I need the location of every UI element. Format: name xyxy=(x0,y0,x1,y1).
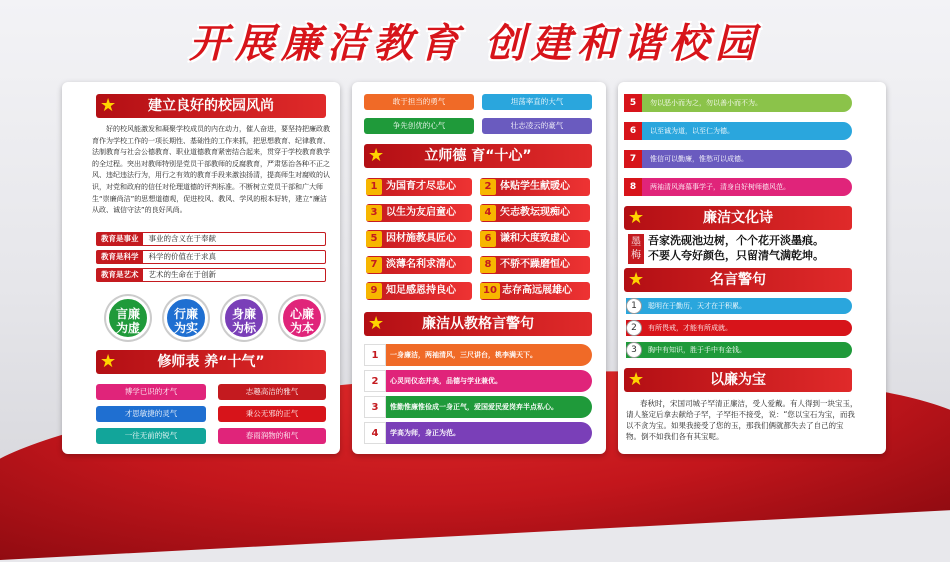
heart-item: 不骄不躁磨恒心 xyxy=(480,256,590,274)
star-icon: ★ xyxy=(368,313,385,334)
item-number: 1 xyxy=(366,179,382,195)
row-number: 5 xyxy=(624,94,642,112)
motto-row: 8 两袖清风海慕事学子，清身自好树师德风范。 xyxy=(624,178,852,196)
qi-pill: 博学已识的才气 xyxy=(96,384,206,400)
item-number: 2 xyxy=(480,179,496,195)
left-panel xyxy=(62,82,340,454)
qi-pill: 才思敏捷的灵气 xyxy=(96,406,206,422)
item-number: 9 xyxy=(366,283,382,299)
quote-number: 2 xyxy=(626,320,642,336)
section-title: 廉洁文化诗 xyxy=(703,210,773,226)
star-icon: ★ xyxy=(100,95,117,116)
heart-item: 以生为友启童心 xyxy=(366,204,472,222)
row-text: 科学的价值在于求真 xyxy=(148,252,216,261)
section-header-shixin xyxy=(364,144,592,168)
item-number: 7 xyxy=(366,257,382,273)
virtue-circle: 行廉 为实 xyxy=(164,296,208,340)
star-icon: ★ xyxy=(100,351,117,372)
top-pill: 壮志凌云的豪气 xyxy=(482,118,592,134)
virtue-circle: 身廉 为标 xyxy=(222,296,266,340)
section-header-poem xyxy=(624,206,852,230)
row-number: 8 xyxy=(624,178,642,196)
item-number: 6 xyxy=(480,231,496,247)
heart-item: 知足感恩持良心 xyxy=(366,282,472,300)
middle-panel xyxy=(352,82,606,454)
quote-number: 1 xyxy=(626,298,642,314)
row-number: 3 xyxy=(364,396,386,418)
section-title: 名言警句 xyxy=(710,272,766,288)
item-number: 5 xyxy=(366,231,382,247)
heart-item: 体贴学生献暖心 xyxy=(480,178,590,196)
qi-pill: 一往无前的锐气 xyxy=(96,428,206,444)
section-header-shiqi xyxy=(96,350,326,374)
star-icon: ★ xyxy=(628,369,645,390)
section-title: 廉洁从教格言警句 xyxy=(422,316,534,332)
row-text: 艺术的生命在于创新 xyxy=(148,270,216,279)
page-title: 开展廉洁教育 创建和谐校园 xyxy=(189,21,761,67)
poem-line-2: 不要人夸好颜色，只留清气满乾坤。 xyxy=(648,249,824,262)
section-title: 修师表 养“十气” xyxy=(157,354,265,370)
top-pill: 敢于担当的勇气 xyxy=(364,94,474,110)
row-number: 1 xyxy=(364,344,386,366)
quote-number: 3 xyxy=(626,342,642,358)
right-panel xyxy=(618,82,886,454)
quote-row: 1 聪明在于勤历，天才在于积累。 xyxy=(626,298,852,314)
heart-item: 为国育才尽忠心 xyxy=(366,178,472,196)
qi-pill: 志趣高洁的雅气 xyxy=(218,384,326,400)
motto-row: 1 一身廉洁，两袖清风，三尺讲台，桃李满天下。 xyxy=(364,344,592,366)
quote-row: 3 胸中有知识，胜于手中有金钱。 xyxy=(626,342,852,358)
intro-paragraph: 好的校风能激发和凝聚学校成员的内在动力，催人奋进，要坚持把廉政教育作为学校工作的一项长期性、基础性的工作来抓，把思想教育、纪律教育、法制教育与社会公德教育、职业道德教育紧密结合起来，贯穿于学校教育教学的全过程。突出对教师特别是党员干部教师的反腐教育，严肃惩治各种不正之风、违纪违法行为，用行之有效的教育手段来激浊扬清，提高师生对腐败的认识，对党和政府的信任对伦理道德的评判标准。不断树立党员干部和广大师生“崇廉尚洁”的思想道德观，促进校风、教风、学风的根本好转，建立“廉洁从政、诚信守法”的良好风尚。 xyxy=(92,125,330,215)
section-title: 立师德 育“十心” xyxy=(424,148,532,164)
edu-row xyxy=(96,250,326,264)
quote-row: 2 有所畏戒，才能有所成就。 xyxy=(626,320,852,336)
section-title: 建立良好的校园风尚 xyxy=(148,98,274,114)
heart-item: 因材施教具匠心 xyxy=(366,230,472,248)
section-header-quotes xyxy=(624,268,852,292)
motto-row: 3 惟勤惟廉惟俭成一身正气，爱国爱民爱岗弃半点私心。 xyxy=(364,396,592,418)
row-number: 4 xyxy=(364,422,386,444)
star-icon: ★ xyxy=(368,145,385,166)
item-number: 4 xyxy=(480,205,496,221)
item-number: 8 xyxy=(480,257,496,273)
qi-pill: 秉公无邪的正气 xyxy=(218,406,326,422)
top-pill: 争先创优的心气 xyxy=(364,118,474,134)
heart-item: 矢志教坛现痴心 xyxy=(480,204,590,222)
motto-row: 6 以至诚为道，以至仁为德。 xyxy=(624,122,852,140)
section-title: 以廉为宝 xyxy=(710,372,766,388)
motto-row: 5 勿以恶小而为之，勿以善小而不为。 xyxy=(624,94,852,112)
star-icon: ★ xyxy=(628,269,645,290)
poem-seal: 墨梅 xyxy=(628,234,644,264)
story-paragraph: 春秋时，宋国司城子罕清正廉洁，受人爱戴。有人得到一块宝玉，请人鉴定后拿去献给子罕，子罕拒不接受，说：“您以宝石为宝，而我以不贪为宝。如果我接受了您的玉，那我们俩就都失去了自己的宝物。倒不如我们各有其宝呢。 xyxy=(626,399,858,441)
row-text: 事业的含义在于奉献 xyxy=(148,234,216,243)
heart-item: 志存高远展雄心 xyxy=(480,282,590,300)
heart-item: 谦和大度致虚心 xyxy=(480,230,590,248)
motto-row: 7 惟信可以勤廉，惟愁可以成德。 xyxy=(624,150,852,168)
edu-row xyxy=(96,232,326,246)
row-tag: 教育是科学 xyxy=(97,251,143,263)
row-number: 6 xyxy=(624,122,642,140)
row-number: 2 xyxy=(364,370,386,392)
poem-line-1: 吾家洗砚池边树，个个花开淡墨痕。 xyxy=(648,234,824,247)
row-tag: 教育是事业 xyxy=(97,233,143,245)
section-header-motto xyxy=(364,312,592,336)
row-tag: 教育是艺术 xyxy=(97,269,143,281)
item-number: 10 xyxy=(480,283,500,299)
edu-row xyxy=(96,268,326,282)
motto-row: 4 学高为师，身正为范。 xyxy=(364,422,592,444)
star-icon: ★ xyxy=(628,207,645,228)
section-header-treasure xyxy=(624,368,852,392)
row-number: 7 xyxy=(624,150,642,168)
motto-row: 2 心灵同仪态并美，品德与学业兼优。 xyxy=(364,370,592,392)
qi-pill: 春雨润物的和气 xyxy=(218,428,326,444)
item-number: 3 xyxy=(366,205,382,221)
heart-item: 淡薄名利求清心 xyxy=(366,256,472,274)
virtue-circle: 心廉 为本 xyxy=(280,296,324,340)
section-header-left xyxy=(96,94,326,118)
top-pill: 坦荡率直的大气 xyxy=(482,94,592,110)
virtue-circle: 言廉 为虚 xyxy=(106,296,150,340)
